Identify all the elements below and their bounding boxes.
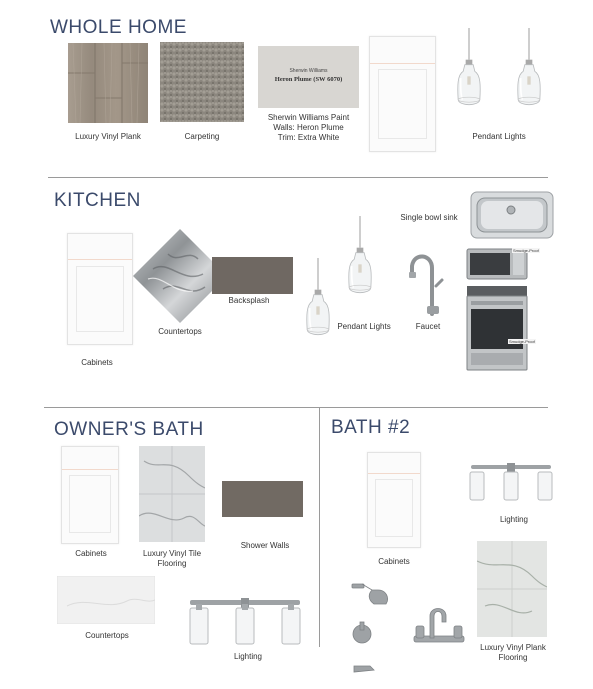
- appliance-tag-range: Smudge-Proof: [509, 339, 535, 344]
- owners-bath-countertop-swatch: [57, 576, 155, 624]
- paint-chip-name: Heron Plume (SW 6070): [274, 76, 343, 83]
- kitchen-faucet-image: [406, 248, 446, 318]
- shower-fixtures-image: [348, 578, 394, 678]
- section-title-whole-home: WHOLE HOME: [50, 17, 187, 38]
- cabinet-door-bath2: [367, 452, 421, 548]
- caption-paint-line3: Trim: Extra White: [277, 133, 340, 142]
- caption-paint-line2: Walls: Heron Plume: [273, 123, 344, 132]
- carpeting-swatch: [160, 42, 244, 122]
- caption-faucet: Faucet: [415, 322, 441, 331]
- caption-carpeting: Carpeting: [184, 132, 220, 141]
- caption-owners-bath-countertops: Countertops: [85, 631, 129, 640]
- cabinet-door-kitchen: [67, 233, 133, 345]
- sink-image: [470, 190, 554, 240]
- bath2-lvp-flooring-swatch: [477, 541, 547, 637]
- caption-paint-line1: Sherwin Williams Paint: [267, 113, 350, 122]
- owners-bath-vanity-light: [186, 598, 304, 648]
- pendant-light-icon: [343, 216, 377, 316]
- section-title-kitchen: KITCHEN: [54, 190, 141, 211]
- caption-lvt-line2: Flooring: [157, 559, 187, 568]
- luxury-vinyl-plank-swatch: [68, 43, 148, 123]
- bath2-vanity-light: [467, 462, 555, 502]
- caption-bath2-lighting: Lighting: [499, 515, 529, 524]
- caption-owners-bath-lighting: Lighting: [233, 652, 263, 661]
- divider: [48, 177, 548, 178]
- caption-lvt-line1: Luxury Vinyl Tile: [142, 549, 202, 558]
- cabinet-door-whole-home: [369, 36, 436, 152]
- section-title-owners-bath: OWNER'S BATH: [54, 419, 204, 440]
- section-title-bath-2: BATH #2: [331, 417, 411, 438]
- caption-bath2-lvp-line2: Flooring: [498, 653, 528, 662]
- lvt-flooring-swatch: [139, 446, 205, 542]
- caption-pendant-lights: Pendant Lights: [472, 132, 526, 141]
- caption-kitchen-pendant-lights: Pendant Lights: [337, 322, 391, 331]
- backsplash-swatch: [212, 257, 293, 294]
- caption-bath2-cabinets: Cabinets: [378, 557, 410, 566]
- paint-chip-brand: Sherwin Williams: [289, 68, 328, 74]
- pendant-light-icon: [301, 258, 335, 358]
- caption-kitchen-cabinets: Cabinets: [81, 358, 113, 367]
- bath2-sink-faucet-image: [408, 600, 470, 648]
- pendant-light-icon: [512, 28, 546, 128]
- caption-owners-bath-cabinets: Cabinets: [75, 549, 107, 558]
- caption-backsplash: Backsplash: [228, 296, 270, 305]
- range-oven-image: [466, 285, 528, 373]
- cabinet-door-owners-bath: [61, 446, 119, 544]
- appliance-tag-microwave: Smudge-Proof: [513, 248, 539, 253]
- vertical-divider: [319, 407, 320, 647]
- caption-luxury-vinyl-plank: Luxury Vinyl Plank: [75, 132, 141, 141]
- divider: [44, 407, 548, 408]
- pendant-light-icon: [452, 28, 486, 128]
- caption-bath2-lvp-line1: Luxury Vinyl Plank: [480, 643, 546, 652]
- caption-shower-walls: Shower Walls: [240, 541, 290, 550]
- caption-single-bowl-sink: Single bowl sink: [400, 213, 458, 222]
- shower-walls-swatch: [222, 481, 303, 517]
- paint-chip: [258, 46, 359, 108]
- caption-countertops: Countertops: [158, 327, 202, 336]
